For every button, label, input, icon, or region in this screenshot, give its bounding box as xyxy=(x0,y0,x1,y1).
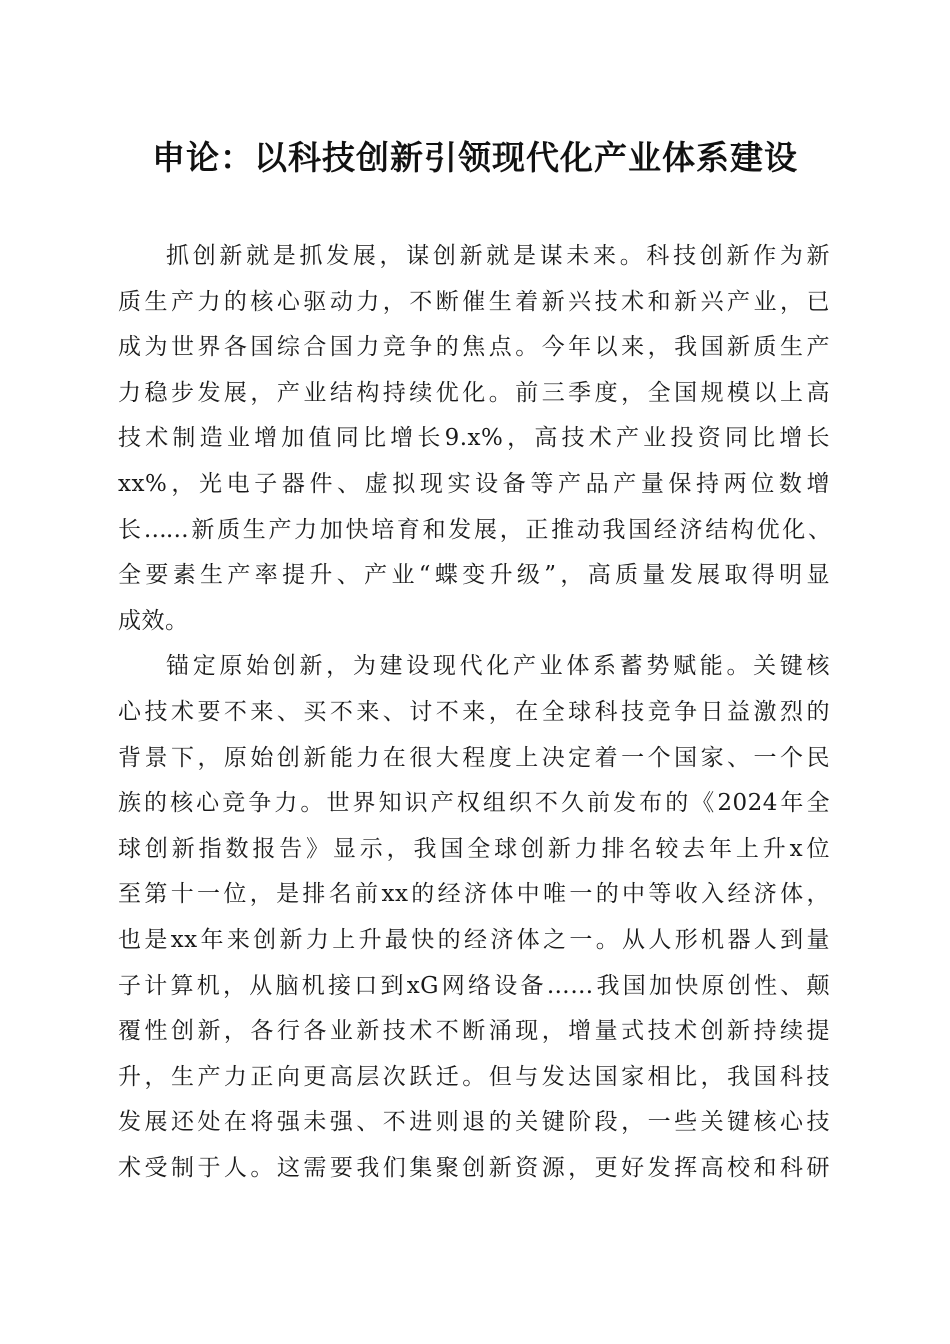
paragraph-line: 升，生产力正向更高层次跃迁。但与发达国家相比，我国科技 xyxy=(118,1063,830,1090)
paragraph-line: 成为世界各国综合国力竞争的焦点。今年以来，我国新质生产 xyxy=(118,334,830,361)
paragraph-line: 心技术要不来、买不来、讨不来，在全球科技竞争日益激烈的 xyxy=(118,698,830,725)
paragraph-2 xyxy=(118,644,830,1191)
paragraph-1 xyxy=(118,234,830,644)
paragraph-line: 锚定原始创新，为建设现代化产业体系蓄势赋能。关键核 xyxy=(166,653,830,680)
paragraph-line: 背景下，原始创新能力在很大程度上决定着一个国家、一个民 xyxy=(118,744,830,771)
paragraph-line: 术受制于人。这需要我们集聚创新资源，更好发挥高校和科研 xyxy=(118,1154,830,1181)
paragraph-line: 发展还处在将强未强、不进则退的关键阶段，一些关键核心技 xyxy=(118,1109,830,1136)
paragraph-line: 成效。 xyxy=(118,607,189,634)
paragraph-line: 长……新质生产力加快培育和发展，正推动我国经济结构优化、 xyxy=(118,516,830,543)
paragraph-line: 也是xx年来创新力上升最快的经济体之一。从人形机器人到量 xyxy=(118,926,830,953)
document-body xyxy=(118,234,830,1191)
document-title: 申论：以科技创新引领现代化产业体系建设 xyxy=(152,138,798,177)
paragraph-line: 全要素生产率提升、产业“蝶变升级”，高质量发展取得明显 xyxy=(118,562,830,589)
paragraph-line: 力稳步发展，产业结构持续优化。前三季度，全国规模以上高 xyxy=(118,379,830,406)
paragraph-line: 抓创新就是抓发展，谋创新就是谋未来。科技创新作为新 xyxy=(166,243,830,269)
paragraph-line: 子计算机，从脑机接口到xG网络设备……我国加快原创性、颠 xyxy=(118,972,830,999)
paragraph-line: 覆性创新，各行各业新技术不断涌现，增量式技术创新持续提 xyxy=(118,1018,830,1045)
paragraph-line: xx%，光电子器件、虚拟现实设备等产品产量保持两位数增 xyxy=(118,470,830,497)
paragraph-line: 技术制造业增加值同比增长9.x%，高技术产业投资同比增长 xyxy=(118,425,830,452)
paragraph-line: 族的核心竞争力。世界知识产权组织不久前发布的《2024年全 xyxy=(118,790,830,817)
paragraph-line: 球创新指数报告》显示，我国全球创新力排名较去年上升x位 xyxy=(118,835,830,862)
paragraph-line: 至第十一位，是排名前xx的经济体中唯一的中等收入经济体， xyxy=(118,881,830,908)
paragraph-line: 质生产力的核心驱动力，不断催生着新兴技术和新兴产业，已 xyxy=(118,288,830,315)
